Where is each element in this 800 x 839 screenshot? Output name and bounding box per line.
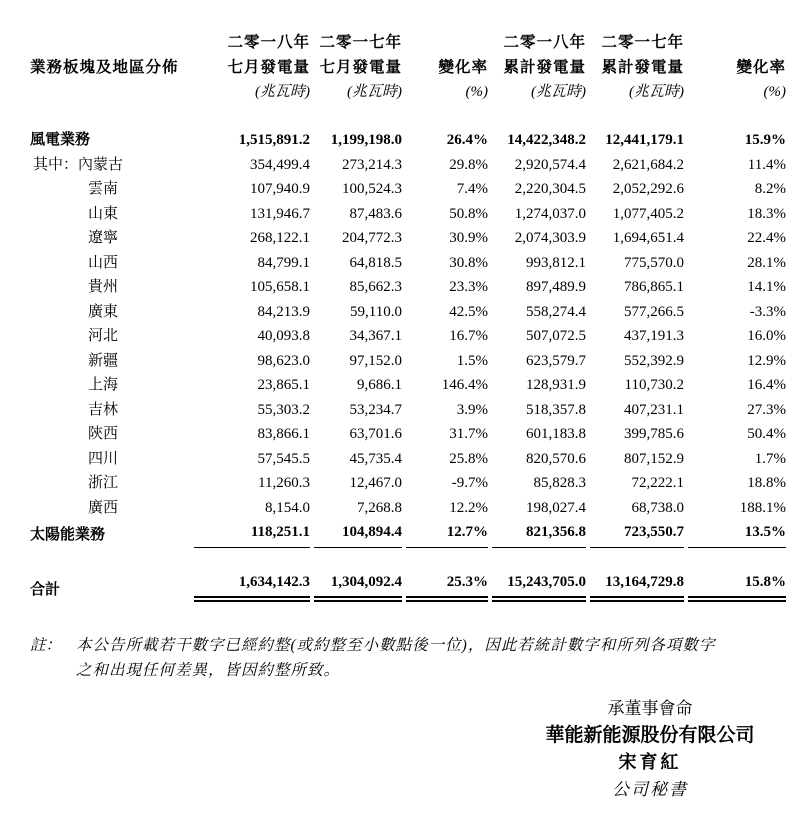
footnote [30,633,778,683]
row-label: 遼寧 [88,230,119,246]
table-row [30,471,786,496]
footnote-line-2: 之和出現任何差異，皆因約整所致。 [76,662,341,679]
value-cell: 26.4% [446,132,488,148]
value-cell: 23,865.1 [257,377,310,393]
table-row [30,373,786,398]
value-cell: 28.1% [747,254,786,271]
value-cell: 12.2% [449,499,488,516]
value-cell: 16.4% [747,377,786,393]
value-cell: 1,199,198.0 [330,132,402,148]
table-row [30,202,786,227]
footnote-text [76,633,778,683]
value-cell: 27.3% [747,401,786,418]
row-label: 山西 [88,254,119,271]
row-label: 山東 [88,205,119,222]
table-row [30,422,786,447]
table-row [30,398,786,423]
row-label: 廣東 [88,303,119,320]
row-label: 新疆 [88,352,119,369]
row-label: 四川 [88,450,119,467]
value-cell: 1,694,651.4 [612,230,684,246]
value-cell: 11.4% [747,156,786,173]
value-cell: 87,483.6 [349,205,402,222]
value-cell: 15.9% [744,132,786,148]
row-label: 其中：內蒙古 [33,156,124,173]
value-cell: 198,027.4 [526,499,586,516]
value-cell: 15.8% [684,570,786,603]
value-cell: 45,735.4 [349,450,402,467]
row-label: 陝西 [88,426,119,442]
header-cell-2017-cum: 二零一七年 累計發電量 (兆瓦時) [601,34,684,100]
value-cell: 68,738.0 [631,499,684,516]
value-cell: -3.3% [749,303,786,320]
value-cell: 552,392.9 [624,352,684,369]
signature-company: 華能新能源股份有限公司 [545,725,755,746]
value-cell: 72,222.1 [631,475,684,491]
value-cell: 1.7% [754,450,786,467]
row-label: 貴州 [88,279,119,295]
value-cell: 146.4% [441,377,488,393]
table-row-grand-total [30,570,786,603]
value-cell: 16.7% [449,328,488,344]
value-cell: 131,946.7 [250,205,310,222]
value-cell: 518,357.8 [526,401,586,418]
table-row [30,226,786,251]
value-cell: 1,274,037.0 [514,205,586,222]
header-label: 業務板塊及地區分佈 [30,59,179,76]
value-cell: 25.3% [402,570,488,603]
value-cell: 30.9% [449,230,488,246]
value-cell: 84,213.9 [257,303,310,320]
footnote-line-1: 本公告所載若干數字已經約整(或約整至小數點後一位)，因此若統計數字和所列各項數字 [76,637,716,654]
header-cell-2017-jul: 二零一七年 七月發電量 (兆瓦時) [319,34,402,100]
row-label: 雲南 [88,181,119,197]
table-row [30,177,786,202]
value-cell: 118,251.1 [190,520,310,548]
value-cell: 12.9% [747,352,786,369]
row-label: 吉林 [88,401,119,418]
value-cell: 85,828.3 [533,475,586,491]
value-cell: 1,515,891.2 [238,132,310,148]
value-cell: 268,122.1 [250,230,310,246]
value-cell: 40,093.8 [257,328,310,344]
row-label: 上海 [88,377,119,393]
value-cell: 83,866.1 [257,426,310,442]
value-cell: 993,812.1 [526,254,586,271]
value-cell: 84,799.1 [257,254,310,271]
value-cell: 897,489.9 [526,279,586,295]
value-cell: 14.1% [747,279,786,295]
value-cell: 807,152.9 [624,450,684,467]
value-cell: 12,467.0 [349,475,402,491]
value-cell: 7,268.8 [357,499,402,516]
value-cell: 3.9% [456,401,488,418]
value-cell: 14,422,348.2 [507,132,586,148]
generation-table [30,30,786,602]
value-cell: 2,621,684.2 [612,156,684,173]
table-header-row [30,30,786,105]
signature-by-order: 承董事會命 [607,699,693,718]
row-label: 風電業務 [30,132,91,148]
value-cell: 1.5% [456,352,488,369]
value-cell: -9.7% [451,475,488,491]
table-row [30,496,786,521]
table-row [30,153,786,178]
value-cell: 25.8% [449,450,488,467]
value-cell: 437,191.3 [624,328,684,344]
value-cell: 507,072.5 [526,328,586,344]
value-cell: 11,260.3 [258,475,310,491]
header-cell-change-jul: 變化率 (%) [438,59,488,100]
value-cell: 8,154.0 [265,499,310,516]
table-row [30,251,786,276]
value-cell: 820,570.6 [526,450,586,467]
value-cell: 1,634,142.3 [190,570,310,603]
signature-name: 宋育紅 [618,752,682,772]
value-cell: 12.7% [402,520,488,548]
value-cell: 98,623.0 [257,352,310,369]
table-row [30,324,786,349]
value-cell: 2,220,304.5 [514,181,586,197]
value-cell: 13,164,729.8 [586,570,684,603]
value-cell: 23.3% [449,279,488,295]
header-cell-change-cum: 變化率 (%) [736,59,786,100]
value-cell: 18.3% [747,205,786,222]
value-cell: 57,545.5 [257,450,310,467]
value-cell: 9,686.1 [357,377,402,393]
value-cell: 100,524.3 [342,181,402,197]
signature-block [510,695,790,803]
signature-title: 公司秘書 [612,780,688,799]
table-row-wind-total [30,128,786,153]
value-cell: 105,658.1 [250,279,310,295]
value-cell: 97,152.0 [349,352,402,369]
table-row-solar-total [30,520,786,548]
value-cell: 85,662.3 [349,279,402,295]
value-cell: 16.0% [747,328,786,344]
value-cell: 50.8% [449,205,488,222]
value-cell: 42.5% [449,303,488,320]
value-cell: 273,214.3 [342,156,402,173]
header-cell-2018-cum: 二零一八年 累計發電量 (兆瓦時) [503,34,586,100]
value-cell: 601,183.8 [526,426,586,442]
value-cell: 558,274.4 [526,303,586,320]
row-label: 廣西 [88,499,119,516]
table-row [30,349,786,374]
value-cell: 775,570.0 [624,254,684,271]
value-cell: 1,304,092.4 [310,570,402,603]
value-cell: 18.8% [747,475,786,491]
value-cell: 59,110.0 [350,303,402,320]
value-cell: 55,303.2 [257,401,310,418]
header-label-cell [30,30,190,105]
value-cell: 354,499.4 [250,156,310,173]
spacer-row [30,105,786,128]
value-cell: 31.7% [449,426,488,442]
spacer-row [30,548,786,570]
value-cell: 63,701.6 [349,426,402,442]
value-cell: 22.4% [747,230,786,246]
value-cell: 13.5% [684,520,786,548]
value-cell: 188.1% [739,499,786,516]
value-cell: 399,785.6 [624,426,684,442]
value-cell: 29.8% [449,156,488,173]
table-row [30,275,786,300]
value-cell: 53,234.7 [349,401,402,418]
value-cell: 577,266.5 [624,303,684,320]
row-label: 合計 [30,581,61,598]
value-cell: 821,356.8 [488,520,586,548]
value-cell: 623,579.7 [526,352,586,369]
value-cell: 110,730.2 [624,377,684,393]
value-cell: 407,231.1 [624,401,684,418]
table-row [30,300,786,325]
row-label: 河北 [88,328,119,344]
value-cell: 64,818.5 [349,254,402,271]
value-cell: 50.4% [747,426,786,442]
value-cell: 204,772.3 [342,230,402,246]
value-cell: 723,550.7 [586,520,684,548]
value-cell: 8.2% [754,181,786,197]
row-label: 太陽能業務 [30,527,106,543]
value-cell: 12,441,179.1 [605,132,684,148]
header-cell-2018-jul: 二零一八年 七月發電量 (兆瓦時) [227,34,310,100]
value-cell: 107,940.9 [250,181,310,197]
value-cell: 2,920,574.4 [514,156,586,173]
value-cell: 7.4% [456,181,488,197]
value-cell: 2,074,303.9 [514,230,586,246]
value-cell: 786,865.1 [624,279,684,295]
value-cell: 34,367.1 [349,328,402,344]
footnote-prefix: 註： [30,637,62,654]
value-cell: 104,894.4 [310,520,402,548]
value-cell: 128,931.9 [526,377,586,393]
value-cell: 30.8% [449,254,488,271]
value-cell: 2,052,292.6 [612,181,684,197]
table-row [30,447,786,472]
value-cell: 15,243,705.0 [488,570,586,603]
value-cell: 1,077,405.2 [612,205,684,222]
row-label: 浙江 [88,475,119,491]
